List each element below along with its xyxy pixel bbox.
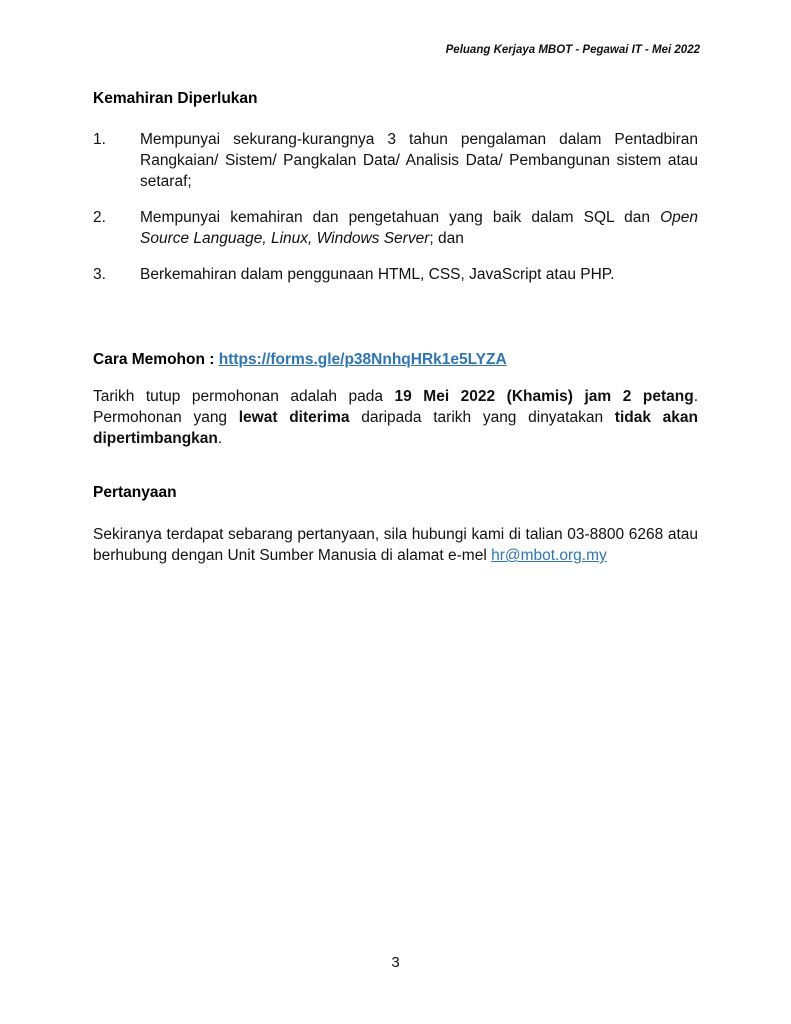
document-header: Peluang Kerjaya MBOT - Pegawai IT - Mei 2022 — [445, 44, 700, 56]
skills-heading: Kemahiran Diperlukan — [93, 90, 258, 107]
list-number: 2. — [93, 209, 106, 226]
apply-line — [93, 349, 698, 370]
list-item — [93, 207, 698, 249]
list-item — [93, 129, 698, 192]
list-number: 3. — [93, 266, 106, 283]
closing-date-paragraph: Tarikh tutup permohonan adalah pada 19 Mei 2022 (Khamis) jam 2 petang. Permohonan yang lewat diterima daripada tarikh yang dinyatakan tidak akan dipertimbangkan. — [93, 388, 698, 447]
list-item-text: Berkemahiran dalam penggunaan HTML, CSS, JavaScript atau PHP. — [140, 266, 615, 283]
hr-email-link[interactable]: hr@mbot.org.my — [491, 547, 607, 564]
page-number: 3 — [391, 954, 400, 971]
inquiry-text: Sekiranya terdapat sebarang pertanyaan, sila hubungi kami di talian 03-8800 6268 atau berhubung dengan Unit Sumber Manusia di alamat e-mel — [93, 526, 698, 564]
list-item-text: Mempunyai kemahiran dan pengetahuan yang baik dalam SQL dan Open Source Language, Linux, Windows Server; dan — [140, 209, 698, 247]
list-item-text: Mempunyai sekurang-kurangnya 3 tahun pengalaman dalam Pentadbiran Rangkaian/ Sistem/ Pangkalan Data/ Analisis Data/ Pembangunan sistem atau setaraf; — [140, 131, 698, 190]
inquiry-heading: Pertanyaan — [93, 484, 177, 501]
apply-label: Cara Memohon : — [93, 351, 219, 368]
list-item — [93, 264, 698, 285]
application-form-link[interactable]: https://forms.gle/p38NnhqHRk1e5LYZA — [218, 351, 507, 368]
list-number: 1. — [93, 131, 106, 148]
inquiry-paragraph — [93, 524, 698, 566]
